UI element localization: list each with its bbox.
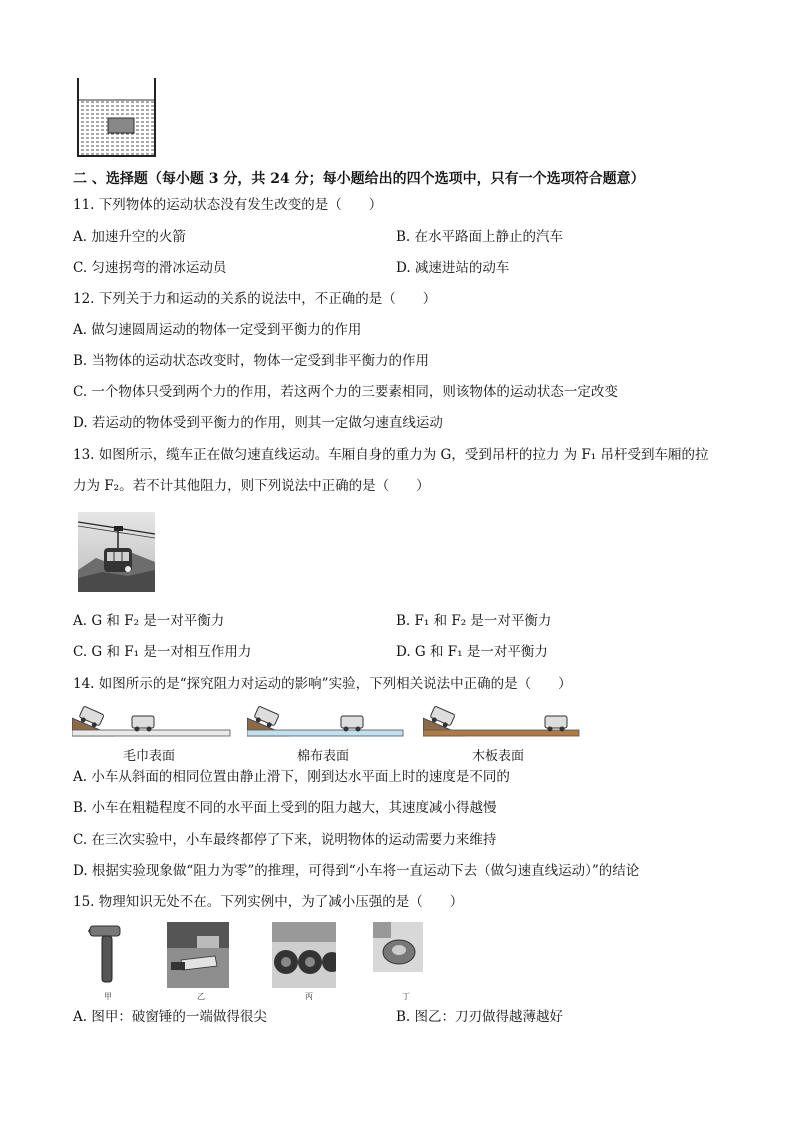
q11-option-c: C. 匀速拐弯的滑冰运动员 bbox=[73, 260, 227, 276]
truck-wheels-picture bbox=[272, 922, 336, 988]
q12-option-d: D. 若运动的物体受到平衡力的作用，则其一定做匀速直线运动 bbox=[73, 415, 443, 431]
towel-surface-figure bbox=[72, 702, 232, 738]
q14-option-c: C. 在三次实验中，小车最终都停了下来，说明物体的运动需要力来维持 bbox=[73, 832, 497, 848]
question-14-stem: 14. 如图所示的是“探究阻力对运动的影响”实验，下列相关说法中正确的是（ ） bbox=[73, 676, 572, 692]
question-12-stem: 12. 下列关于力和运动的关系的说法中，不正确的是（ ） bbox=[73, 291, 437, 307]
picture-label-bing: 丙 bbox=[305, 992, 313, 1001]
cable-car-photo bbox=[78, 512, 155, 592]
q15-option-b: B. 图乙：刀刃做得越薄越好 bbox=[396, 1009, 564, 1025]
picture-label-yi: 乙 bbox=[197, 992, 205, 1001]
q12-option-a: A. 做匀速圆周运动的物体一定受到平衡力的作用 bbox=[73, 322, 362, 338]
q15-option-a: A. 图甲：破窗锤的一端做得很尖 bbox=[73, 1009, 267, 1025]
knife-picture bbox=[167, 922, 229, 988]
nail-clipper-picture bbox=[373, 922, 423, 972]
wood-surface-figure bbox=[423, 702, 581, 738]
q12-option-b: B. 当物体的运动状态改变时，物体一定受到非平衡力的作用 bbox=[73, 353, 430, 369]
section-heading: 二 、选择题（每小题 3 分，共 24 分；每小题给出的四个选项中，只有一个选项符合题意） bbox=[73, 171, 645, 187]
cotton-surface-label: 棉布表面 bbox=[297, 749, 350, 764]
q13-option-c: C. G 和 F₁ 是一对相互作用力 bbox=[73, 644, 252, 660]
cotton-surface-figure bbox=[247, 702, 405, 738]
question-11-stem: 11. 下列物体的运动状态没有发生改变的是（ ） bbox=[73, 197, 383, 213]
q13-option-a: A. G 和 F₂ 是一对平衡力 bbox=[73, 613, 225, 629]
q11-option-b: B. 在水平路面上静止的汽车 bbox=[396, 229, 564, 245]
wood-surface-label: 木板表面 bbox=[472, 749, 525, 764]
q13-option-d: D. G 和 F₁ 是一对平衡力 bbox=[396, 644, 548, 660]
beaker-figure bbox=[76, 76, 158, 158]
question-13-stem-line1: 13. 如图所示，缆车正在做匀速直线运动。车厢自身的重力为 G，受到吊杆的拉力 为 F₁ 吊杆受到车厢的拉 bbox=[73, 447, 709, 463]
q13-option-b: B. F₁ 和 F₂ 是一对平衡力 bbox=[396, 613, 552, 629]
q11-option-a: A. 加速升空的火箭 bbox=[73, 229, 186, 245]
safety-hammer-picture bbox=[88, 924, 128, 990]
q12-option-c: C. 一个物体只受到两个力的作用，若这两个力的三要素相同，则该物体的运动状态一定改变 bbox=[73, 384, 618, 400]
towel-surface-label: 毛巾表面 bbox=[123, 749, 176, 764]
q14-option-b: B. 小车在粗糙程度不同的水平面上受到的阻力越大，其速度减小得越慢 bbox=[73, 800, 497, 816]
picture-label-jia: 甲 bbox=[104, 992, 112, 1001]
q11-option-d: D. 减速进站的动车 bbox=[396, 260, 510, 276]
question-15-stem: 15. 物理知识无处不在。下列实例中，为了减小压强的是（ ） bbox=[73, 894, 464, 910]
question-13-stem-line2: 力为 F₂。若不计其他阻力，则下列说法中正确的是（ ） bbox=[73, 478, 430, 494]
q14-option-d: D. 根据实验现象做“阻力为零”的推理，可得到“小车将一直运动下去（做匀速直线运动）”的结论 bbox=[73, 863, 640, 879]
picture-label-ding: 丁 bbox=[402, 992, 410, 1001]
q14-option-a: A. 小车从斜面的相同位置由静止滑下，刚到达水平面上时的速度是不同的 bbox=[73, 769, 510, 785]
